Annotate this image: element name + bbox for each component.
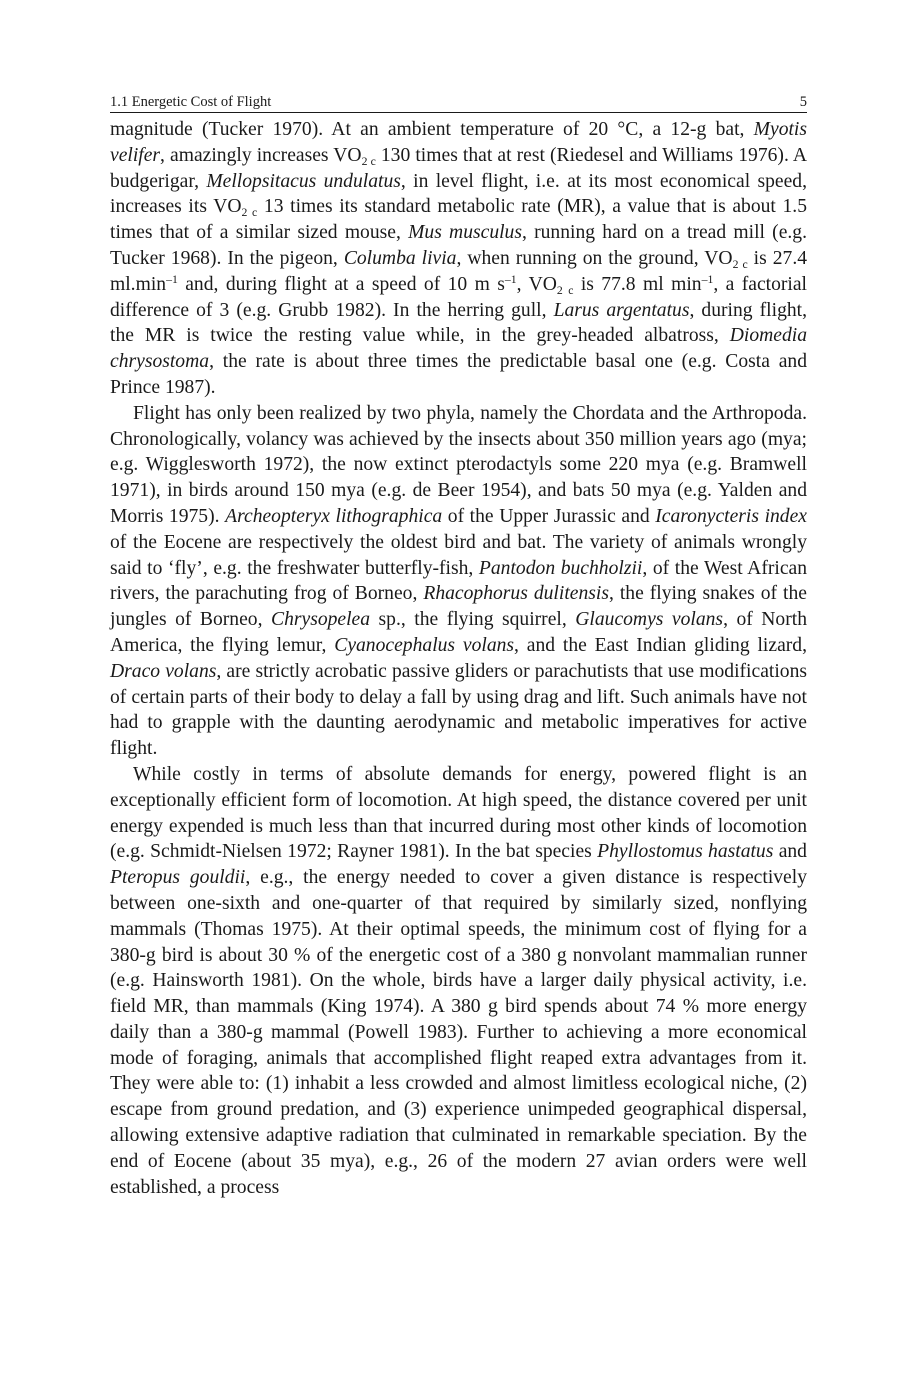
text-run: and, during flight at a speed of 10 m s bbox=[177, 273, 505, 295]
italic-term: Icaronycteris index bbox=[655, 505, 807, 527]
paragraph-2 bbox=[110, 401, 807, 762]
italic-term: Cyanocephalus volans bbox=[334, 634, 515, 656]
text-run: , VO bbox=[516, 273, 557, 295]
text-run: Flight has only been realized by two phyla, namely the Chordata and the Arthropoda. Chronologically, volancy was achieved by the insects about 350 million years ago (mya; e.g. Wigglesworth 1972), the now extinct pterodactyls some 220 mya (e.g. Bramwell 1971), in birds around 150 mya (e.g. de Beer 1954), and bats 50 mya (e.g. Yalden and Morris 1975). bbox=[110, 402, 807, 527]
text-run: , of North America, the flying lemur, bbox=[110, 609, 807, 656]
italic-term: Archeopteryx lithographica bbox=[225, 505, 443, 527]
text-run: , in level flight, i.e. at its most economical speed, increases its VO bbox=[110, 170, 807, 218]
italic-term: Myotis velifer bbox=[110, 119, 807, 166]
text-run: is 27.4 ml.min bbox=[110, 247, 808, 295]
text-run: , of the West African rivers, the parachuting frog of Borneo, bbox=[110, 557, 808, 605]
page-number: 5 bbox=[799, 94, 807, 110]
text-run: , when running on the ground, VO bbox=[456, 247, 733, 269]
italic-term: Mus musculus bbox=[408, 222, 522, 244]
italic-term: Diomedia chrysostoma bbox=[110, 325, 807, 373]
italic-term: Larus argentatus bbox=[553, 299, 690, 321]
text-run: , amazingly increases VO bbox=[160, 144, 362, 166]
text-run: of the Eocene are respectively the oldest bird and bat. The variety of animals wrongly said to ‘fly’, e.g. the freshwater butterfly-fish, bbox=[110, 531, 807, 579]
body-text bbox=[110, 117, 807, 1200]
subscript: 2 c bbox=[241, 206, 258, 220]
italic-term: Rhacophorus dulitensis bbox=[423, 583, 609, 605]
italic-term: Glaucomys volans bbox=[575, 609, 724, 631]
text-run: , are strictly acrobatic passive gliders or parachutists that use modifications of certain parts of their body to delay a fall by using drag and lift. Such animals have not had to grapple with the daunting aerodynamic and metabolic imperatives for active flight. bbox=[110, 660, 807, 760]
text-run: , a factorial difference of 3 (e.g. Grubb 1982). In the herring gull, bbox=[110, 273, 807, 321]
text-run: , and the East Indian gliding lizard, bbox=[514, 634, 807, 656]
text-run: of the Upper Jurassic and bbox=[442, 505, 656, 527]
text-run: , during flight, the MR is twice the resting value while, in the grey-headed albatross, bbox=[110, 299, 808, 347]
paragraph-1 bbox=[110, 117, 807, 401]
text-run: is 77.8 ml min bbox=[573, 273, 702, 295]
running-header bbox=[110, 86, 807, 113]
text-run: While costly in terms of absolute demands for energy, powered flight is an exceptionally efficient form of locomotion. At high speed, the distance covered per unit energy expended is much less than that incurred during most other kinds of locomotion (e.g. Schmidt-Nielsen 1972; Rayner 1981). In the bat species bbox=[110, 763, 807, 863]
italic-term: Phyllostomus hastatus bbox=[597, 841, 774, 863]
text-run: 130 times that at rest (Riedesel and Williams 1976). A budgerigar, bbox=[110, 144, 807, 192]
text-run: magnitude (Tucker 1970). At an ambient temperature of 20 °C, a 12-g bat, bbox=[110, 119, 754, 140]
supscript: –1 bbox=[166, 272, 178, 286]
italic-term: Columba livia bbox=[343, 247, 457, 269]
text-run: , running hard on a tread mill (e.g. Tucker 1968). In the pigeon, bbox=[110, 222, 807, 269]
text-run: sp., the flying squirrel, bbox=[370, 609, 576, 631]
text-run: , e.g., the energy needed to cover a given distance is respectively between one-sixth and one-quarter of that required by similarly sized, nonflying mammals (Thomas 1975). At their optimal speeds, the minimum cost of flying for a 380-g bird is about 30 % of the energetic cost of a 380 g nonvolant mammalian runner (e.g. Hainsworth 1981). On the whole, birds have a larger daily physical activity, i.e. field MR, than mammals (King 1974). A 380 g bird spends about 74 % more energy daily than a 380-g mammal (Powell 1983). Further to achieving a more economical mode of foraging, animals that accomplished flight reaped extra advantages from it. They were able to: (1) inhabit a less crowded and almost limitless ecological niche, (2) escape from ground predation, and (3) experience unimpeded geographical dispersal, allowing extensive adaptive radiation that culminated in remarkable speciation. By the end of Eocene (about 35 mya), e.g., 26 of the modern 27 avian orders were well established, a process bbox=[110, 867, 807, 1198]
subscript: 2 c bbox=[361, 154, 376, 168]
section-title: 1.1 Energetic Cost of Flight bbox=[110, 94, 272, 110]
italic-term: Pteropus gouldii bbox=[110, 867, 246, 889]
supscript: –1 bbox=[701, 272, 714, 286]
supscript: –1 bbox=[504, 272, 517, 286]
italic-term: Pantodon buchholzii bbox=[478, 557, 643, 579]
italic-term: Chrysopelea bbox=[271, 609, 371, 631]
italic-term: Draco volans bbox=[110, 660, 217, 682]
subscript: 2 c bbox=[732, 258, 748, 272]
text-run: , the rate is about three times the predictable basal one (e.g. Costa and Prince 1987). bbox=[110, 351, 807, 398]
text-run: , the flying snakes of the jungles of Borneo, bbox=[110, 583, 807, 631]
subscript: 2 c bbox=[556, 283, 574, 297]
text-run: 13 times its standard metabolic rate (MR), a value that is about 1.5 times that of a similar sized mouse, bbox=[110, 196, 807, 244]
italic-term: Mellopsitacus undulatus bbox=[206, 170, 401, 192]
book-page bbox=[110, 86, 807, 1200]
text-run: and bbox=[773, 841, 807, 863]
paragraph-3 bbox=[110, 762, 807, 1201]
